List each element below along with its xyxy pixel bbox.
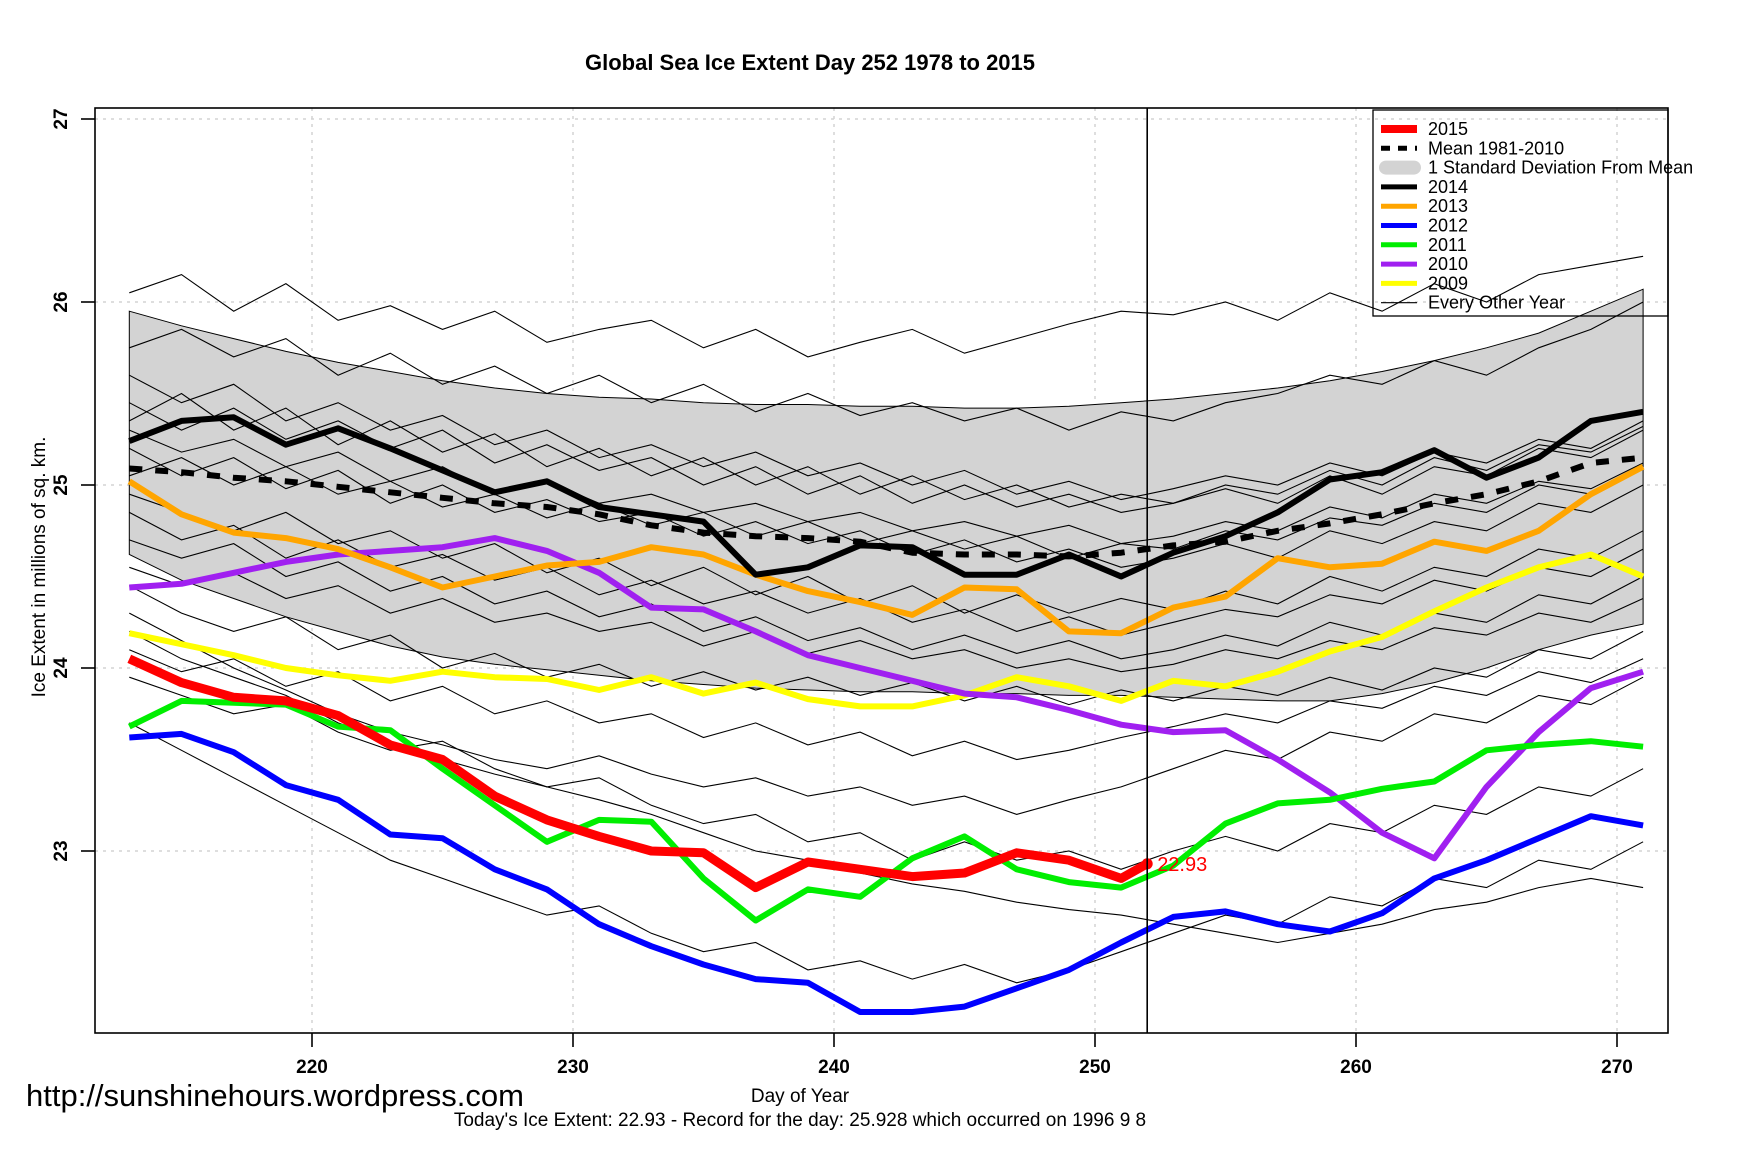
x-tick-label: 220: [296, 1057, 328, 1078]
footer-note: Today's Ice Extent: 22.93 - Record for the day: 25.928 which occurred on 1996 9 8: [453, 1110, 1147, 1131]
legend-label: 2014: [1428, 176, 1469, 197]
legend-label: 2015: [1428, 119, 1469, 139]
y-tick-label: 23: [51, 840, 72, 862]
legend-label: 2010: [1428, 254, 1469, 275]
legend-swatch-band: [1379, 161, 1421, 175]
legend-label: 2012: [1428, 215, 1469, 236]
other-year-line: [129, 723, 1643, 983]
other-year-line: [129, 256, 1643, 357]
legend-label: 2009: [1428, 273, 1469, 294]
site-url: http://sunshinehours.wordpress.com: [26, 1078, 524, 1113]
legend-label: Every Other Year: [1428, 292, 1566, 313]
y-tick-label: 24: [51, 657, 72, 679]
legend-label: Mean 1981-2010: [1428, 138, 1565, 159]
y-tick-label: 25: [51, 474, 72, 496]
y-tick-label: 26: [51, 291, 72, 313]
y-tick-label: 27: [51, 108, 72, 130]
legend-label: 2013: [1428, 196, 1469, 217]
x-tick-label: 230: [557, 1057, 589, 1078]
x-tick-label: 250: [1079, 1057, 1111, 1078]
x-tick-label: 270: [1601, 1057, 1633, 1078]
x-axis-label: Day of Year: [750, 1086, 850, 1107]
legend-label: 1 Standard Deviation From Mean: [1428, 157, 1694, 178]
x-tick-label: 240: [818, 1057, 850, 1078]
y-axis-label: Ice Extent in millions of sq. km.: [29, 436, 50, 698]
x-tick-label: 260: [1340, 1057, 1372, 1078]
chart-title: Global Sea Ice Extent Day 252 1978 to 2015: [584, 50, 1036, 75]
legend-label: 2011: [1428, 234, 1467, 255]
today-value-annotation: 22.93: [1157, 853, 1208, 876]
